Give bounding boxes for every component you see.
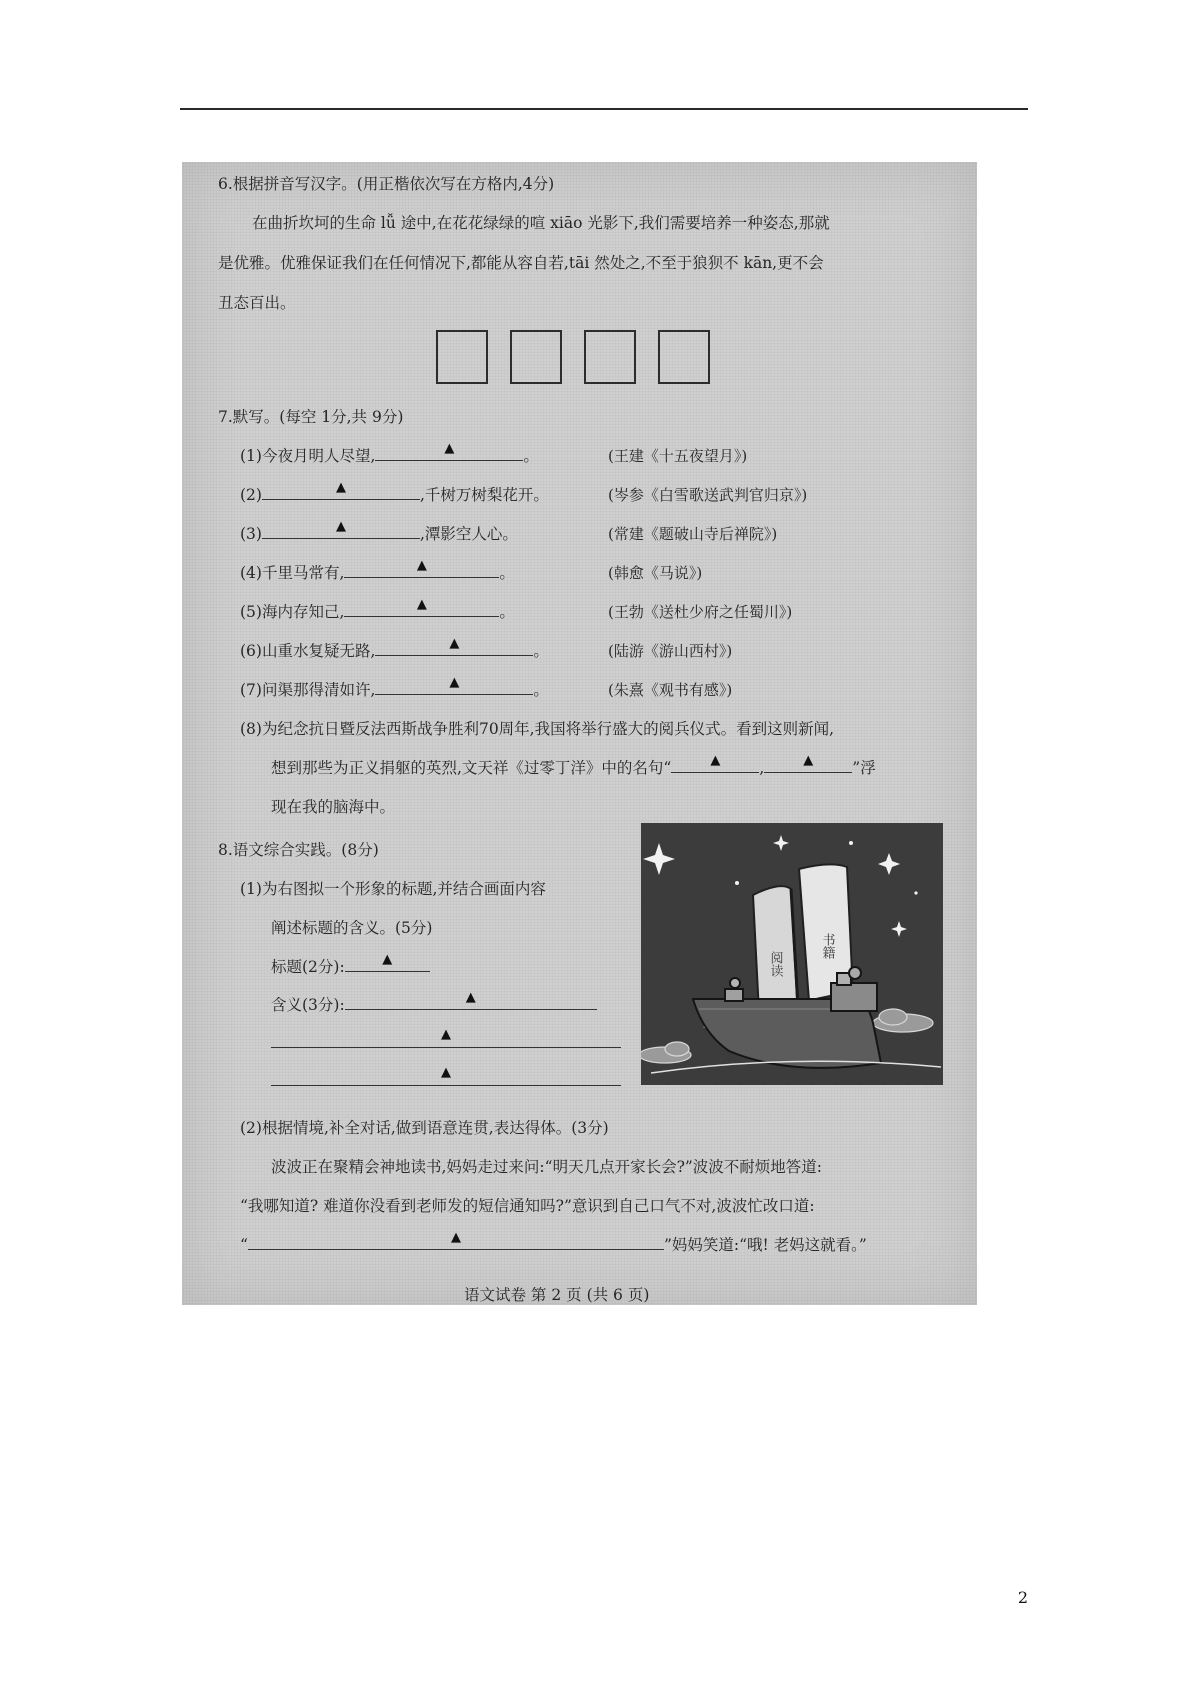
answer-box-4[interactable] bbox=[658, 330, 710, 384]
answer-box-1[interactable] bbox=[436, 330, 488, 384]
item-num: (1) bbox=[240, 447, 262, 465]
fill-blank[interactable] bbox=[671, 752, 759, 774]
header-rule bbox=[180, 108, 1028, 110]
q7-item-8-line3: 现在我的脑海中。 bbox=[271, 798, 396, 816]
item-num: (4) bbox=[240, 564, 262, 582]
fill-blank[interactable] bbox=[262, 479, 420, 501]
item-post: ,潭影空人心。 bbox=[419, 525, 518, 543]
q6-line2: 是优雅。优雅保证我们在任何情况下,都能从容自若,tāi 然处之,不至于狼狈不 kān,更不会 bbox=[218, 254, 824, 272]
fill-blank[interactable] bbox=[345, 951, 430, 973]
sail-text-left: 阅读 bbox=[767, 951, 783, 977]
blank-marker: ▲ bbox=[416, 557, 427, 573]
q7-source-2: (岑参《白雪歌送武判官归京》) bbox=[608, 486, 808, 504]
q7-item-3 bbox=[240, 518, 518, 544]
answer-box-3[interactable] bbox=[584, 330, 636, 384]
blank-marker: ▲ bbox=[441, 1027, 451, 1042]
answer-box-2[interactable] bbox=[510, 330, 562, 384]
blank-marker: ▲ bbox=[335, 479, 346, 495]
q7-item-8-line2 bbox=[271, 752, 876, 778]
fill-blank[interactable] bbox=[344, 557, 499, 579]
item-pre: 山重水复疑无路, bbox=[261, 642, 376, 660]
item-post: 。 bbox=[499, 603, 515, 621]
item-num: (3) bbox=[240, 525, 262, 543]
fill-blank[interactable] bbox=[375, 635, 533, 657]
fill-blank[interactable] bbox=[375, 674, 533, 696]
blank-marker: ▲ bbox=[441, 1065, 451, 1080]
blank-marker: ▲ bbox=[444, 440, 455, 456]
blank-marker: ▲ bbox=[382, 951, 393, 967]
fill-blank[interactable] bbox=[248, 1229, 664, 1251]
q8-meaning-answer bbox=[271, 989, 597, 1015]
page-number: 2 bbox=[1017, 1588, 1028, 1607]
q7-source-1: (王建《十五夜望月》) bbox=[608, 447, 748, 465]
q7-item-5 bbox=[240, 596, 515, 622]
fill-blank[interactable] bbox=[271, 1027, 621, 1048]
label-title: 标题(2分): bbox=[271, 958, 345, 976]
fill-blank[interactable] bbox=[345, 989, 597, 1011]
fill-blank[interactable] bbox=[271, 1065, 621, 1086]
fill-blank[interactable] bbox=[262, 518, 420, 540]
item-pre: 海内存知己, bbox=[261, 603, 345, 621]
q8-sub1-line2: 阐述标题的含义。(5分) bbox=[271, 919, 433, 937]
fill-blank[interactable] bbox=[344, 596, 499, 618]
blank-marker: ▲ bbox=[450, 1229, 461, 1245]
item-pre: 千里马常有, bbox=[261, 564, 345, 582]
exam-footer: 语文试卷 第 2 页 (共 6 页) bbox=[464, 1286, 650, 1304]
q8-sub2-title: (2)根据情境,补全对话,做到语意连贯,表达得体。(3分) bbox=[240, 1119, 609, 1137]
item-post: 。 bbox=[533, 642, 549, 660]
item-num: (7) bbox=[240, 681, 262, 699]
q7-source-3: (常建《题破山寺后禅院》) bbox=[608, 525, 778, 543]
q7-source-5: (王勃《送杜少府之任蜀川》) bbox=[608, 603, 793, 621]
q8-dialog-line2: “我哪知道? 难道你没看到老师发的短信通知吗?”意识到自己口气不对,波波忙改口道: bbox=[240, 1197, 815, 1215]
q7-item-7 bbox=[240, 674, 549, 700]
q6-title: 6.根据拼音写汉字。(用正楷依次写在方格内,4分) bbox=[218, 175, 555, 193]
item8-mid: , bbox=[759, 759, 765, 777]
q7-item-2 bbox=[240, 479, 549, 505]
q8-title: 8.语文综合实践。(8分) bbox=[218, 841, 379, 859]
q8-dialog-line3 bbox=[240, 1229, 867, 1255]
q7-item-8-line1: (8)为纪念抗日暨反法西斯战争胜利70周年,我国将举行盛大的阅兵仪式。看到这则新闻, bbox=[240, 720, 835, 738]
q6-line3: 丑态百出。 bbox=[218, 294, 296, 312]
q7-item-1 bbox=[240, 440, 539, 466]
blank-marker: ▲ bbox=[416, 596, 427, 612]
q8-dialog-line1: 波波正在聚精会神地读书,妈妈走过来问:“明天几点开家长会?”波波不耐烦地答道: bbox=[271, 1158, 823, 1176]
q7-title: 7.默写。(每空 1分,共 9分) bbox=[218, 408, 404, 426]
q7-item-4 bbox=[240, 557, 515, 583]
blank-marker: ▲ bbox=[710, 752, 721, 768]
item-num: (6) bbox=[240, 642, 262, 660]
item8-post: ”浮 bbox=[852, 759, 876, 777]
item-post: 。 bbox=[523, 447, 539, 465]
fill-blank[interactable] bbox=[764, 752, 852, 774]
q8-title-answer bbox=[271, 951, 430, 977]
dialog-open-quote: “ bbox=[240, 1236, 248, 1254]
item8-pre: 想到那些为正义捐躯的英烈,文天祥《过零丁洋》中的名句“ bbox=[271, 759, 672, 777]
item-post: 。 bbox=[533, 681, 549, 699]
q7-source-4: (韩愈《马说》) bbox=[608, 564, 703, 582]
item-pre: 问渠那得清如许, bbox=[261, 681, 376, 699]
item-num: (2) bbox=[240, 486, 262, 504]
q8-meaning-line2 bbox=[271, 1027, 621, 1052]
blank-marker: ▲ bbox=[449, 635, 460, 651]
blank-marker: ▲ bbox=[335, 518, 346, 534]
q8-sub1-line1: (1)为右图拟一个形象的标题,并结合画面内容 bbox=[240, 880, 546, 898]
sail-text-right: 书籍 bbox=[819, 933, 835, 959]
blank-marker: ▲ bbox=[803, 752, 814, 768]
item-num: (5) bbox=[240, 603, 262, 621]
item-post: 。 bbox=[499, 564, 515, 582]
q6-line1: 在曲折坎坷的生命 lǚ 途中,在花花绿绿的喧 xiāo 光影下,我们需要培养一种姿态,那就 bbox=[252, 214, 830, 232]
ship-illustration bbox=[641, 823, 943, 1085]
dialog-post: ”妈妈笑道:“哦! 老妈这就看。” bbox=[663, 1236, 867, 1254]
blank-marker: ▲ bbox=[465, 989, 476, 1005]
fill-blank[interactable] bbox=[375, 440, 523, 462]
label-meaning: 含义(3分): bbox=[271, 996, 345, 1014]
q7-source-6: (陆游《游山西村》) bbox=[608, 642, 733, 660]
item-pre: 今夜月明人尽望, bbox=[261, 447, 376, 465]
item-post: ,千树万树梨花开。 bbox=[419, 486, 549, 504]
q7-item-6 bbox=[240, 635, 549, 661]
blank-marker: ▲ bbox=[449, 674, 460, 690]
ship-drawing bbox=[641, 823, 943, 1085]
q8-meaning-line3 bbox=[271, 1065, 621, 1090]
q7-source-7: (朱熹《观书有感》) bbox=[608, 681, 733, 699]
